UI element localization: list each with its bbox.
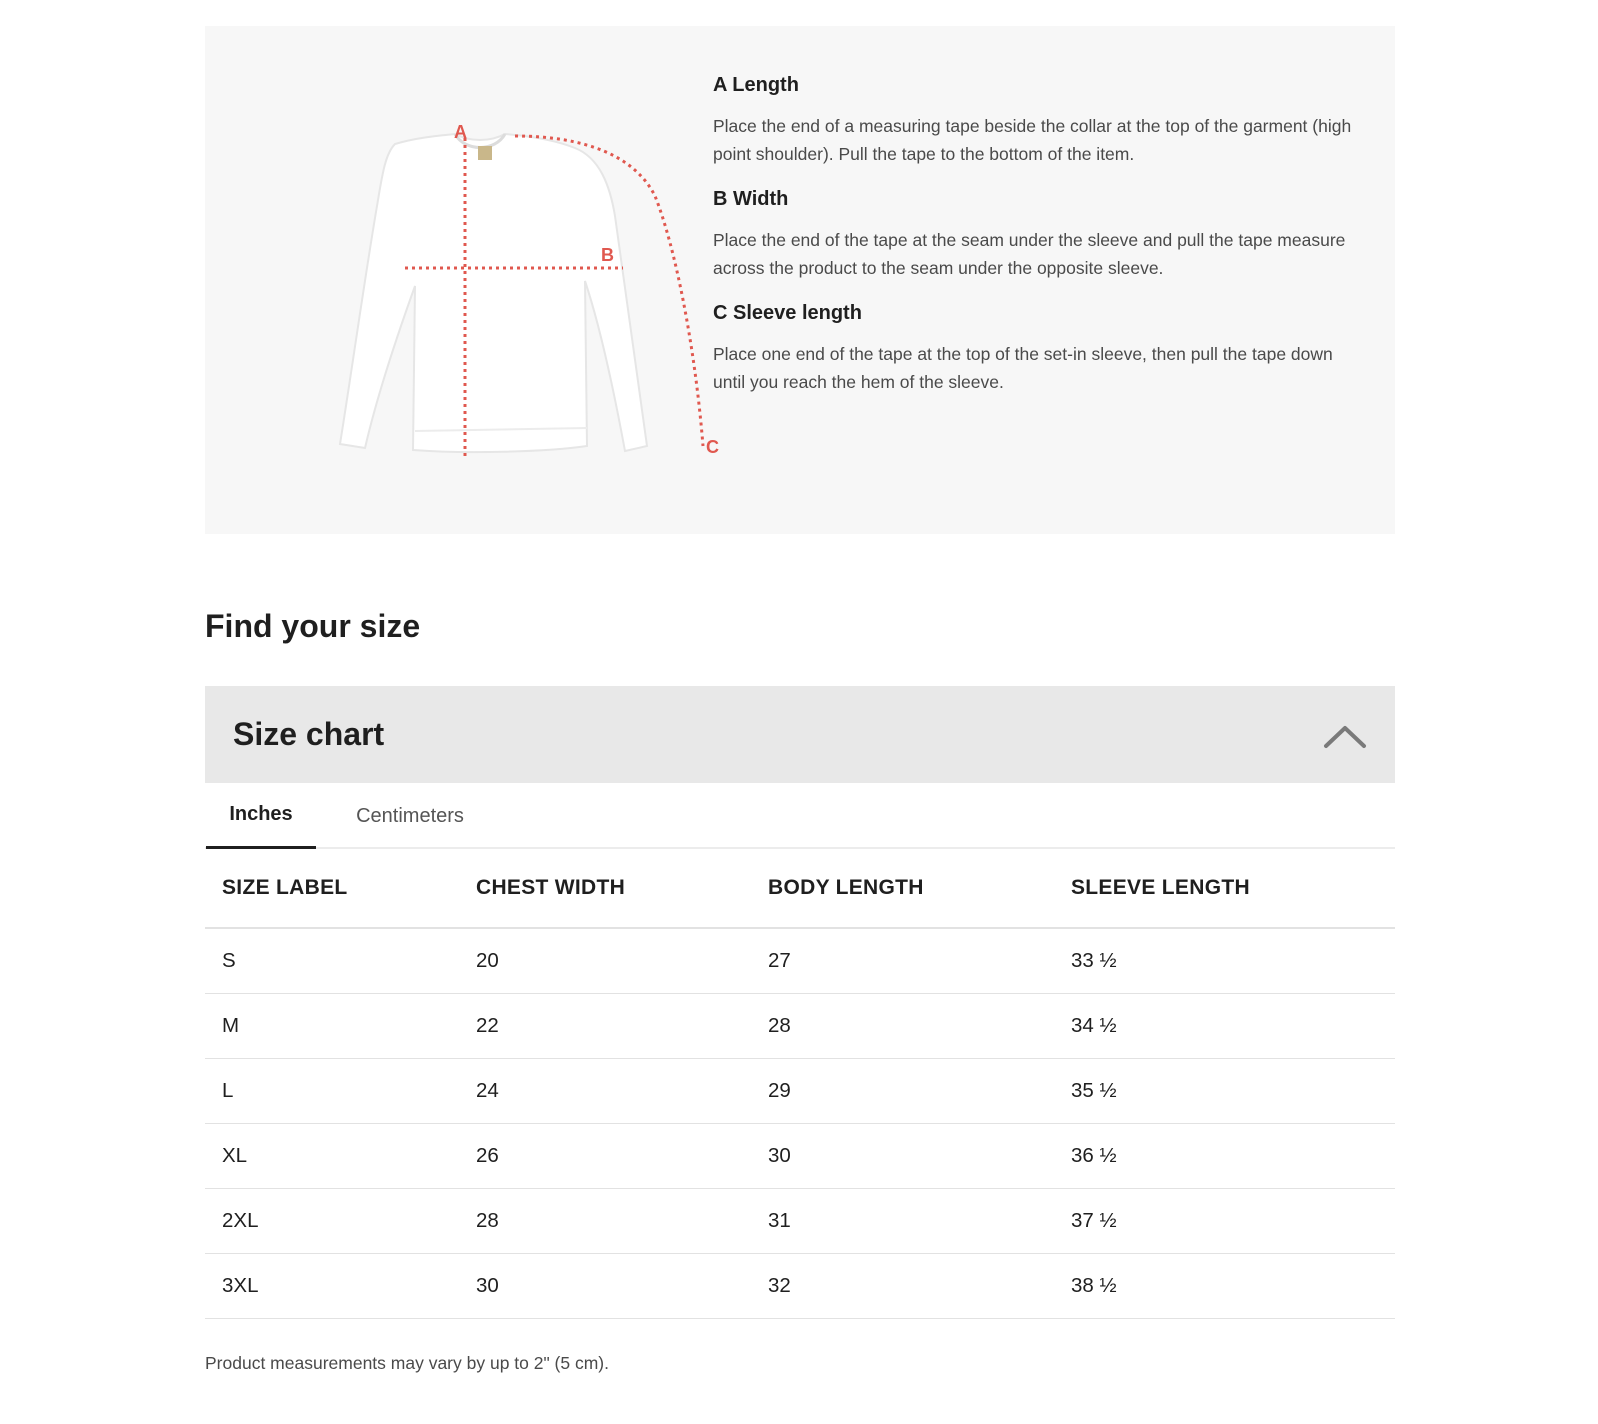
cell-chest-width: 20 — [459, 928, 751, 993]
cell-size: 2XL — [205, 1188, 459, 1253]
table-row — [205, 1253, 1395, 1318]
unit-tabs — [205, 783, 1395, 849]
instruction-title: C Sleeve length — [713, 302, 862, 324]
instruction-text: Place one end of the tape at the top of the set-in sleeve, then pull the tape down until you reach the hem of the sleeve. — [713, 344, 1333, 392]
cell-size: S — [205, 928, 459, 993]
measurement-disclaimer: Product measurements may vary by up to 2" (5 cm). — [205, 1353, 609, 1373]
cell-chest-width: 28 — [459, 1188, 751, 1253]
table-row — [205, 993, 1395, 1058]
sweatshirt-shape — [340, 134, 647, 452]
marker-b: B — [601, 245, 614, 265]
label-tag — [478, 146, 492, 160]
measurement-instructions — [713, 73, 1353, 415]
instruction-text: Place the end of a measuring tape beside the collar at the top of the garment (high point shoulder). Pull the tape to the bottom of the item. — [713, 116, 1352, 164]
chevron-up-icon[interactable] — [1323, 720, 1367, 750]
header-sleeve-length: SLEEVE LENGTH — [1054, 849, 1395, 928]
instruction-sleeve-length — [713, 301, 1353, 396]
sweatshirt-diagram — [265, 86, 719, 486]
instruction-title: A Length — [713, 74, 799, 96]
instruction-width — [713, 187, 1353, 282]
cell-size: L — [205, 1058, 459, 1123]
cell-body-length: 32 — [751, 1253, 1054, 1318]
header-size-label: SIZE LABEL — [205, 849, 459, 928]
cell-sleeve-length: 33 ½ — [1054, 928, 1395, 993]
instruction-text: Place the end of the tape at the seam under the sleeve and pull the tape measure across the product to the seam under the opposite sleeve. — [713, 230, 1346, 278]
table-header-row — [205, 849, 1395, 928]
tab-centimeters[interactable]: Centimeters — [356, 804, 464, 827]
cell-sleeve-length: 35 ½ — [1054, 1058, 1395, 1123]
cell-sleeve-length: 34 ½ — [1054, 993, 1395, 1058]
cell-size: 3XL — [205, 1253, 459, 1318]
cell-size: M — [205, 993, 459, 1058]
instruction-length — [713, 73, 1353, 168]
header-chest-width: CHEST WIDTH — [459, 849, 751, 928]
cell-body-length: 31 — [751, 1188, 1054, 1253]
cell-sleeve-length: 36 ½ — [1054, 1123, 1395, 1188]
table-row — [205, 1058, 1395, 1123]
marker-c: C — [706, 437, 719, 457]
table-row — [205, 1188, 1395, 1253]
cell-body-length: 29 — [751, 1058, 1054, 1123]
measurement-guide-panel — [205, 26, 1395, 534]
header-body-length: BODY LENGTH — [751, 849, 1054, 928]
cell-body-length: 27 — [751, 928, 1054, 993]
tab-inches[interactable]: Inches — [206, 783, 316, 849]
cell-body-length: 28 — [751, 993, 1054, 1058]
cell-sleeve-length: 38 ½ — [1054, 1253, 1395, 1318]
size-chart-table — [205, 849, 1395, 1319]
size-chart-title: Size chart — [233, 716, 385, 752]
cell-sleeve-length: 37 ½ — [1054, 1188, 1395, 1253]
cell-size: XL — [205, 1123, 459, 1188]
sweatshirt-measurement-illustration — [265, 86, 719, 486]
cell-chest-width: 22 — [459, 993, 751, 1058]
table-row — [205, 928, 1395, 993]
cell-chest-width: 26 — [459, 1123, 751, 1188]
marker-a: A — [454, 122, 467, 142]
size-chart-accordion-toggle[interactable] — [205, 686, 1395, 783]
find-your-size-heading: Find your size — [205, 608, 421, 644]
table-row — [205, 1123, 1395, 1188]
instruction-title: B Width — [713, 188, 789, 210]
cell-chest-width: 30 — [459, 1253, 751, 1318]
cell-chest-width: 24 — [459, 1058, 751, 1123]
cell-body-length: 30 — [751, 1123, 1054, 1188]
